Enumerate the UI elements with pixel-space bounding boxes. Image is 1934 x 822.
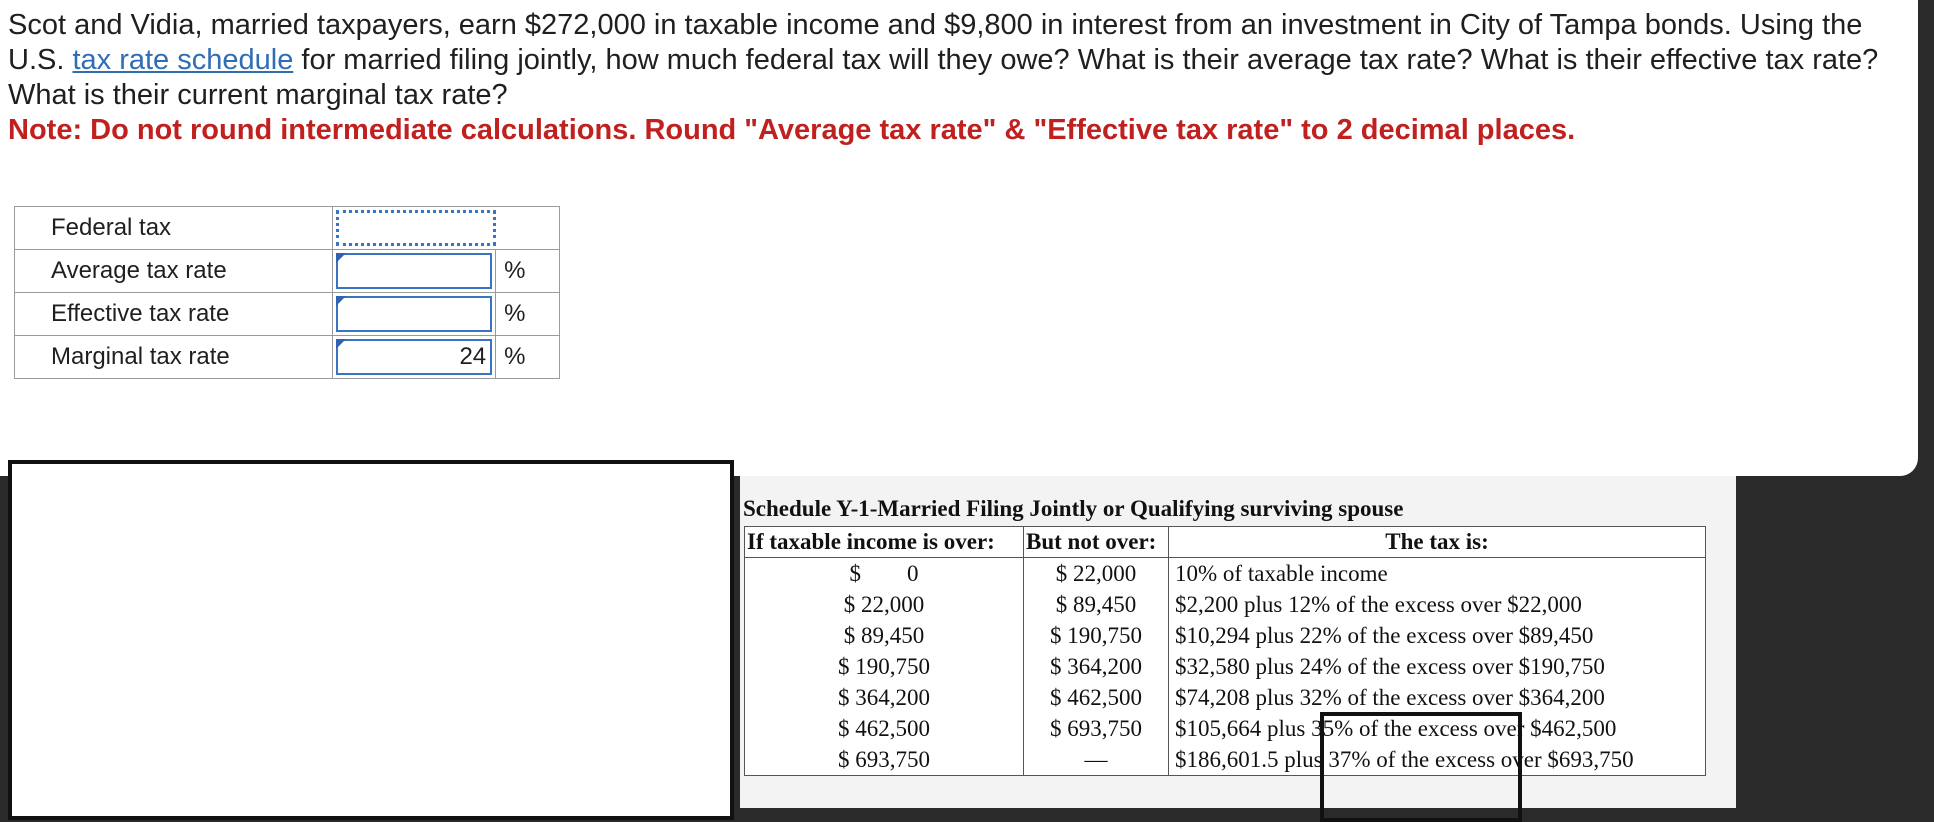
- answer-row-marginal-rate: [15, 336, 560, 379]
- schedule-header-row: [745, 527, 1706, 558]
- average-rate-label: Average tax rate: [15, 250, 333, 293]
- table-row: [745, 682, 1706, 713]
- bracket-tax: $32,580 plus 24% of the excess over $190,750: [1169, 651, 1706, 682]
- table-row: [745, 713, 1706, 744]
- question-text-part1: Scot and Vidia, married taxpayers, earn $272,000 in taxable income and $9,800 in interest from an investment in City of Tampa bonds. Using the U.S.: [8, 9, 1863, 76]
- schedule-header-tax: The tax is:: [1169, 527, 1706, 558]
- bracket-tax: $105,664 plus 35% of the excess over $462,500: [1169, 713, 1706, 744]
- table-row: [745, 620, 1706, 651]
- schedule-header-not-over: But not over:: [1024, 527, 1169, 558]
- effective-rate-input[interactable]: [336, 296, 492, 332]
- table-row: [745, 589, 1706, 620]
- schedule-header-over: If taxable income is over:: [745, 527, 1024, 558]
- bracket-not-over: $ 89,450: [1024, 589, 1169, 620]
- bracket-over: $ 693,750: [745, 744, 1024, 776]
- table-row: [745, 744, 1706, 776]
- bracket-over: $ 190,750: [745, 651, 1024, 682]
- answer-row-effective-rate: [15, 293, 560, 336]
- effective-rate-label: Effective tax rate: [15, 293, 333, 336]
- marginal-rate-input[interactable]: [336, 339, 492, 375]
- blank-panel: [8, 460, 734, 820]
- bracket-tax: $10,294 plus 22% of the excess over $89,450: [1169, 620, 1706, 651]
- bracket-not-over: —: [1024, 744, 1169, 776]
- average-rate-input[interactable]: [336, 253, 492, 289]
- rounding-note: Note: Do not round intermediate calculations. Round "Average tax rate" & "Effective tax rate" to 2 decimal places.: [8, 114, 1576, 146]
- marginal-rate-label: Marginal tax rate: [15, 336, 333, 379]
- bracket-not-over: $ 462,500: [1024, 682, 1169, 713]
- federal-tax-cell: [333, 207, 560, 250]
- bracket-tax: $2,200 plus 12% of the excess over $22,000: [1169, 589, 1706, 620]
- bracket-tax: $186,601.5 plus 37% of the excess over $693,750: [1169, 744, 1706, 776]
- average-rate-cell: [333, 250, 496, 293]
- question-text: [8, 8, 1908, 148]
- table-row: [745, 558, 1706, 590]
- federal-tax-label: Federal tax: [15, 207, 333, 250]
- bracket-over: $ 89,450: [745, 620, 1024, 651]
- bracket-over: $ 364,200: [745, 682, 1024, 713]
- federal-tax-input[interactable]: [336, 210, 496, 246]
- effective-rate-cell: [333, 293, 496, 336]
- field-marker-icon: [336, 339, 346, 349]
- field-marker-icon: [336, 296, 346, 306]
- question-text-part2: for married filing jointly, how much federal tax will they owe? What is their average tax rate? What is their effective tax rate? What is their current marginal tax rate?: [8, 44, 1879, 111]
- bracket-over: $ 22,000: [745, 589, 1024, 620]
- field-marker-icon: [336, 253, 346, 263]
- bracket-over: $ 462,500: [745, 713, 1024, 744]
- schedule-title: Schedule Y-1-Married Filing Jointly or Qualifying surviving spouse: [743, 496, 1404, 521]
- answer-table: [14, 206, 560, 379]
- bracket-tax: $74,208 plus 32% of the excess over $364,200: [1169, 682, 1706, 713]
- marginal-rate-cell: [333, 336, 496, 379]
- effective-rate-unit: %: [496, 293, 560, 336]
- marginal-rate-unit: %: [496, 336, 560, 379]
- bracket-not-over: $ 22,000: [1024, 558, 1169, 590]
- bracket-not-over: $ 364,200: [1024, 651, 1169, 682]
- bracket-not-over: $ 190,750: [1024, 620, 1169, 651]
- tax-rate-schedule-table: [744, 526, 1706, 776]
- answer-row-average-rate: [15, 250, 560, 293]
- tax-rate-schedule-link[interactable]: tax rate schedule: [72, 44, 294, 76]
- bracket-over: $ 0: [745, 558, 1024, 590]
- bracket-not-over: $ 693,750: [1024, 713, 1169, 744]
- bracket-tax: 10% of taxable income: [1169, 558, 1706, 590]
- answer-row-federal-tax: [15, 207, 560, 250]
- table-row: [745, 651, 1706, 682]
- average-rate-unit: %: [496, 250, 560, 293]
